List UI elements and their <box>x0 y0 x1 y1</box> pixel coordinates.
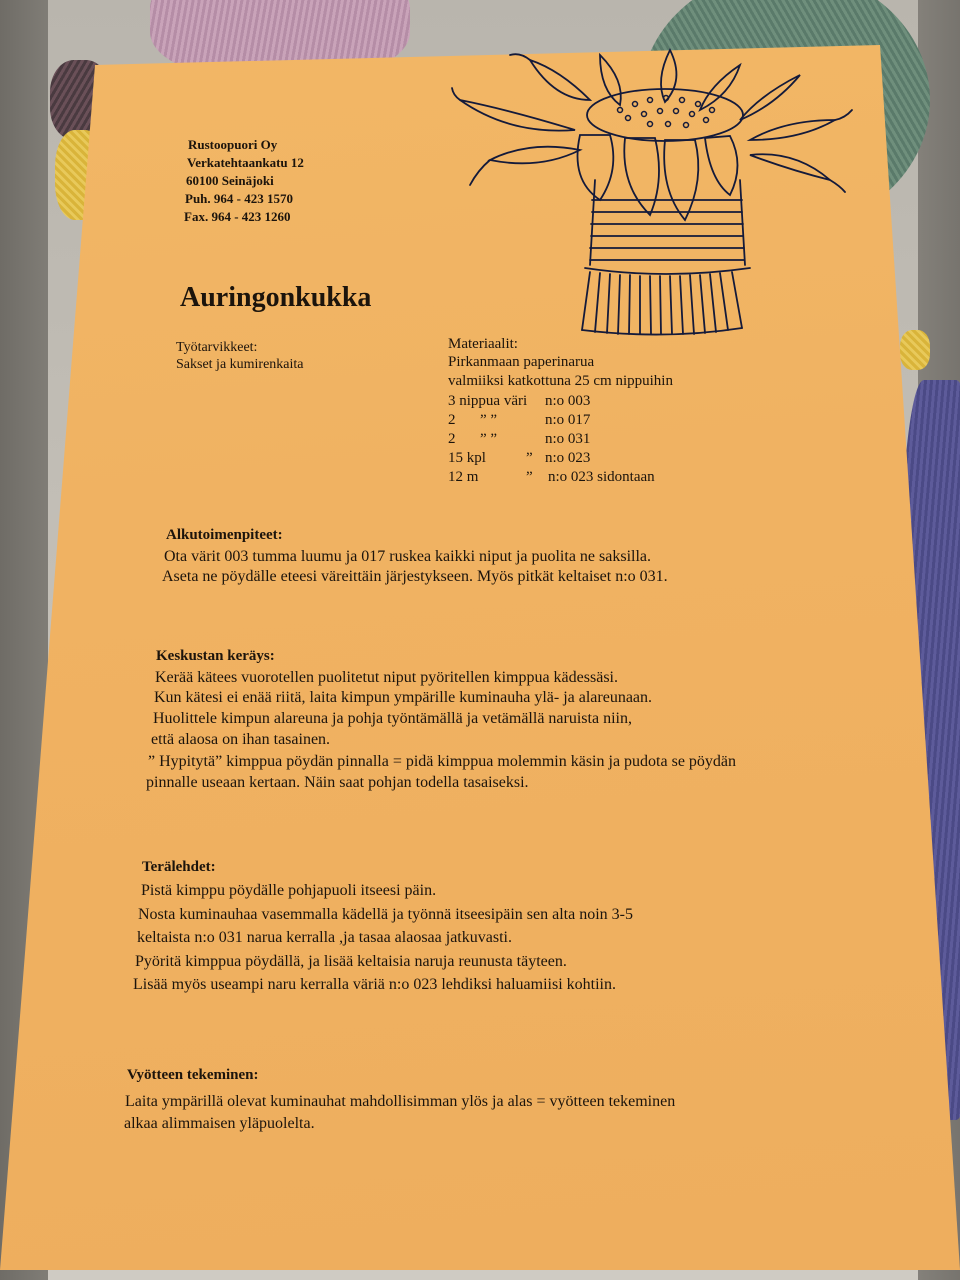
yellow-yarn-tuft <box>900 330 930 370</box>
section-line: Nosta kuminauhaa vasemmalla kädellä ja työnnä itseesipäin sen alta noin 3-5 <box>138 906 633 923</box>
section-line: Ota värit 003 tumma luumu ja 017 ruskea kaikki niput ja puolita ne saksilla. <box>164 548 652 565</box>
section-heading: Alkutoimenpiteet: <box>166 527 283 543</box>
section-line: Huolittele kimpun alareuna ja pohja työntämällä ja vetämällä naruista niin, <box>153 710 632 727</box>
page-title: Auringonkukka <box>180 282 372 313</box>
section-line: Kerää kätees vuorotellen puolitetut niput pyöritellen kimppua kädessäsi. <box>155 669 618 686</box>
material-ditto: ” ” <box>480 412 498 428</box>
material-code: n:o 031 <box>545 431 591 447</box>
company-city: 60100 Seinäjoki <box>186 173 274 188</box>
materials-line: Pirkanmaan paperinarua <box>448 354 595 370</box>
section-line: pinnalle useaan kertaan. Näin saat pohjan todella tasaiseksi. <box>146 774 529 791</box>
section-line: Pistä kimppu pöydälle pohjapuoli itseesi päin. <box>141 882 437 899</box>
section-line: Laita ympärillä olevat kuminauhat mahdollisimman ylös ja alas = vyötteen tekeminen <box>125 1093 676 1110</box>
material-code: n:o 023 <box>545 450 591 466</box>
material-code: n:o 017 <box>545 412 591 428</box>
section-line: Pyöritä kimppua pöydällä, ja lisää keltaisia naruja reunusta täyteen. <box>135 953 567 970</box>
section-line: että alaosa on ihan tasainen. <box>151 731 331 748</box>
material-code: n:o 023 sidontaan <box>548 469 655 485</box>
material-qty: 15 kpl <box>448 450 486 466</box>
section-heading: Vyötteen tekeminen: <box>127 1067 259 1083</box>
company-fax: Fax. 964 - 423 1260 <box>184 209 291 224</box>
materials-label: Materiaalit: <box>448 336 518 352</box>
company-name: Rustoopuori Oy <box>188 137 278 152</box>
section-line: Lisää myös useampi naru kerralla väriä n:o 023 lehdiksi haluamiisi kohtiin. <box>133 976 616 993</box>
section-line: alkaa alimmaisen yläpuolelta. <box>124 1115 315 1132</box>
sunflower-drawing <box>450 40 870 340</box>
section-line: ” Hypitytä” kimppua pöydän pinnalla = pidä kimppua molemmin käsin ja pudota se pöydän <box>148 753 737 770</box>
section-heading: Keskustan keräys: <box>156 648 275 664</box>
section-line: Kun kätesi ei enää riitä, laita kimpun ympärille kuminauha ylä- ja alareunaan. <box>154 689 653 706</box>
tools-label: Työtarvikkeet: <box>176 340 258 355</box>
material-ditto: ” <box>526 469 533 485</box>
material-qty: 2 <box>448 412 456 428</box>
company-street: Verkatehtaankatu 12 <box>187 155 304 170</box>
section-line: Aseta ne pöydälle eteesi väreittäin järjestykseen. Myös pitkät keltaiset n:o 031. <box>162 568 668 585</box>
section-heading: Terälehdet: <box>142 859 216 875</box>
material-qty: 12 m <box>448 469 479 485</box>
material-qty: 2 <box>448 431 456 447</box>
material-ditto: ” <box>526 450 533 466</box>
tools-value: Sakset ja kumirenkaita <box>176 357 304 372</box>
materials-line: valmiiksi katkottuna 25 cm nippuihin <box>448 373 673 389</box>
material-code: n:o 003 <box>545 393 591 409</box>
section-line: keltaista n:o 031 narua kerralla ,ja tasaa alaosaa jatkuvasti. <box>137 929 512 946</box>
material-ditto: ” ” <box>480 431 498 447</box>
material-qty: 3 nippua väri <box>448 393 528 409</box>
company-phone: Puh. 964 - 423 1570 <box>185 191 293 206</box>
